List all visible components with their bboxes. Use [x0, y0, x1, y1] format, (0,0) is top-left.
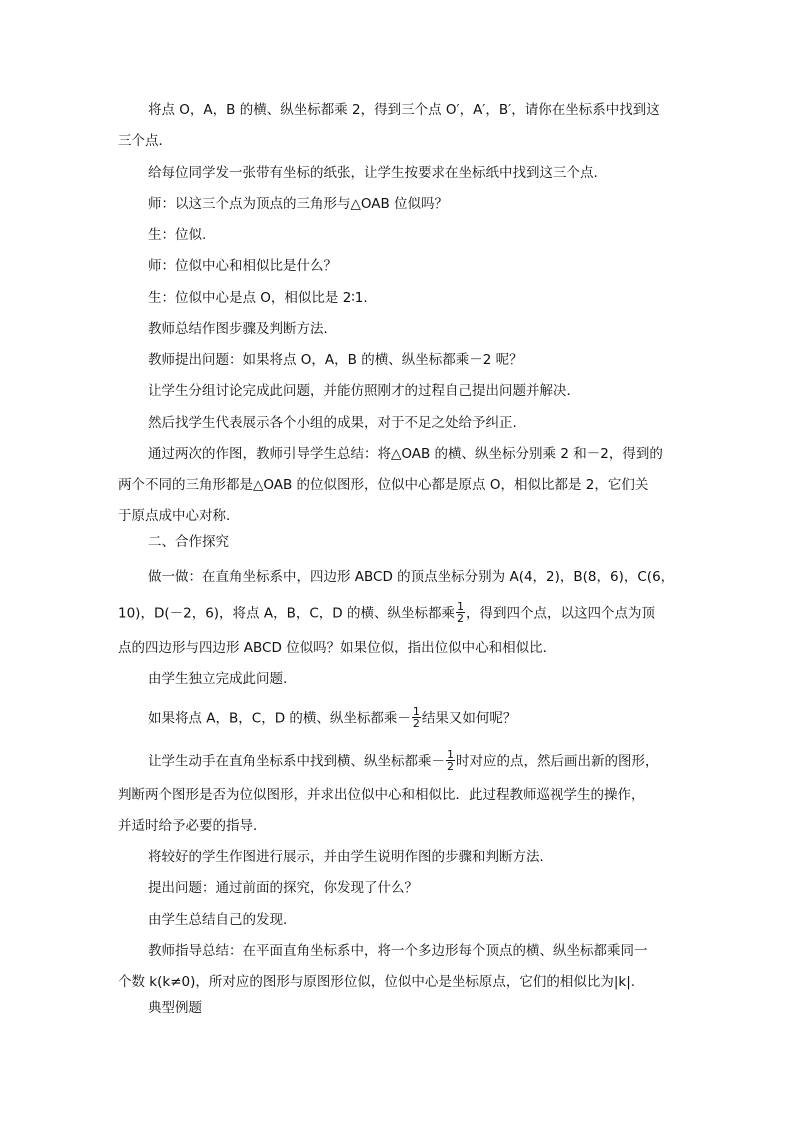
fraction-denominator: 2 [456, 612, 464, 625]
fraction-one-half [456, 601, 465, 624]
fraction-numerator: 1 [447, 748, 454, 761]
paragraph-8: 教师提出问题：如果将点 O，A，B 的横、纵坐标都乘－2 呢？ [148, 352, 523, 368]
paragraph-13-line-1: 做一做：在直角坐标系中，四边形 ABCD 的顶点坐标分别为 A(4，2)，B(8，6)，C(6， [148, 569, 675, 585]
paragraph-4: 生：位似. [148, 227, 207, 243]
paragraph-19: 由学生总结自己的发现. [148, 912, 288, 928]
fraction-denominator: 2 [412, 717, 420, 730]
paragraph-16-line-1-end: 时对应的点，然后画出新的图形， [456, 753, 659, 770]
paragraph-15-end: 结果又如何呢？ [421, 710, 517, 727]
paragraph-16-line-1 [148, 750, 678, 773]
fraction-one-half [412, 706, 421, 729]
paragraph-1-line-2: 三个点． [118, 133, 172, 149]
section-heading: 二、合作探究 [148, 534, 229, 550]
fraction-numerator: 1 [456, 600, 464, 613]
paragraph-6: 生：位似中心是点 O，相似比是 2∶1. [148, 290, 368, 306]
paragraph-20-line-2: 个数 k(k≠0)，所对应的图形与原图形位似，位似中心是坐标原点，它们的相似比为|k|. [118, 974, 636, 990]
paragraph-1-line-1: 将点 O，A，B 的横、纵坐标都乘 2，得到三个点 O′，A′，B′，请你在坐标系中找到这 [148, 102, 660, 118]
subheading-typical-examples: 典型例题 [148, 1000, 202, 1016]
paragraph-16-line-1-start: 让学生动手在直角坐标系中找到横、纵坐标都乘－ [148, 753, 445, 770]
paragraph-13-line-2-start: 10)，D(－2，6)，将点 A，B，C，D 的横、纵坐标都乘 [118, 605, 455, 622]
paragraph-15-start: 如果将点 A，B，C，D 的横、纵坐标都乘－ [148, 710, 411, 727]
paragraph-9: 让学生分组讨论完成此问题，并能仿照刚才的过程自己提出问题并解决． [148, 383, 580, 399]
fraction-one-half [446, 749, 455, 772]
paragraph-3: 师：以这三个点为顶点的三角形与△OAB 位似吗？ [148, 196, 449, 212]
paragraph-11-line-2: 两个不同的三角形都是△OAB 的位似图形，位似中心都是原点 O，相似比都是 2，它们关 [118, 477, 649, 493]
paragraph-5: 师：位似中心和相似比是什么？ [148, 258, 337, 274]
paragraph-17: 将较好的学生作图进行展示，并由学生说明作图的步骤和判断方法． [148, 849, 553, 865]
paragraph-10: 然后找学生代表展示各个小组的成果，对于不足之处给予纠正. [148, 415, 517, 431]
paragraph-14: 由学生独立完成此问题. [148, 671, 288, 687]
paragraph-13-line-2 [118, 602, 678, 625]
paragraph-11-line-1: 通过两次的作图，教师引导学生总结：将△OAB 的横、纵坐标分别乘 2 和－2，得到的 [148, 446, 663, 462]
paragraph-13-line-2-end: ，得到四个点，以这四个点为顶 [465, 605, 655, 622]
fraction-numerator: 1 [412, 705, 420, 718]
paragraph-2: 给每位同学发一张带有坐标的纸张，让学生按要求在坐标纸中找到这三个点. [148, 165, 598, 181]
paragraph-18: 提出问题：通过前面的探究，你发现了什么？ [148, 880, 418, 896]
paragraph-16-line-3: 并适时给予必要的指导． [118, 818, 267, 834]
paragraph-13-line-3: 点的四边形与四边形 ABCD 位似吗？如果位似，指出位似中心和相似比． [118, 640, 557, 656]
paragraph-16-line-2: 判断两个图形是否为位似图形，并求出位似中心和相似比．此过程教师巡视学生的操作， [118, 787, 645, 803]
paragraph-20-line-1: 教师指导总结：在平面直角坐标系中，将一个多边形每个顶点的横、纵坐标都乘同一 [148, 943, 648, 959]
paragraph-7: 教师总结作图步骤及判断方法． [148, 321, 337, 337]
paragraph-11-line-3: 于原点成中心对称． [118, 508, 240, 524]
paragraph-15 [148, 707, 678, 730]
fraction-denominator: 2 [447, 760, 454, 773]
